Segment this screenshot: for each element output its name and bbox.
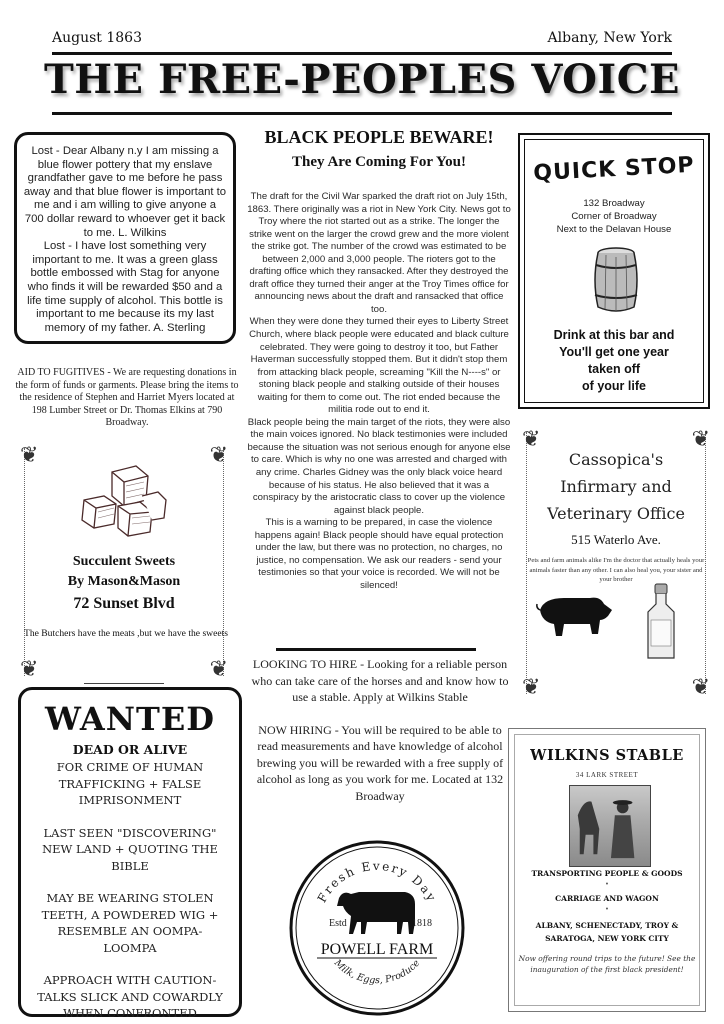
masthead-bottom-rule: [52, 112, 672, 115]
infirmary-address: 515 Waterlo Ave.: [571, 532, 661, 547]
main-article: [246, 127, 512, 593]
slogan-line: of your life: [582, 379, 646, 393]
horse-photo: [569, 785, 651, 867]
masthead-top-rule: [52, 52, 672, 55]
barrel-icon: [592, 245, 640, 315]
wanted-paragraph: FOR CRIME OF HUMAN TRAFFICKING + FALSE IMPRISONMENT: [56, 760, 204, 807]
article-paragraph: Black people being the main target of the riots, they were also the main voices ignored. No black testimonies were included because the situation was not serious enough for anyone else to care. Which is why no one was arrested and charged with any crime. Charles Gidney was the only black voice heard because of his status. He also believed that it was a conspiracy by the aristocratic class to cover up the violence against black people.: [247, 416, 511, 516]
flourish-icon: ❦: [691, 674, 710, 699]
divider: [84, 683, 164, 684]
article-body: [246, 191, 512, 593]
badge-estd-label: Estd: [329, 918, 347, 929]
badge-estd-year: 1818: [412, 918, 432, 929]
flourish-icon: ❦: [20, 656, 39, 681]
flourish-icon: ❦: [209, 442, 228, 467]
sweets-name-line2: By Mason&Mason: [67, 574, 181, 589]
flourish-icon: ❦: [20, 442, 39, 467]
classifieds: [248, 656, 512, 804]
article-subheadline: They Are Coming For You!: [292, 154, 466, 170]
quick-stop-ad: [518, 133, 710, 409]
slogan-line: Drink at this bar and: [553, 328, 675, 342]
newspaper-title: THE FREE-PEOPLES VOICE: [43, 56, 681, 103]
slogan-line: taken off: [587, 362, 641, 376]
title-line: Veterinary Office: [547, 504, 685, 523]
wilkins-stable-ad: [508, 728, 706, 1012]
lost-notice: Lost - I have lost something very important to me. It was a green glass bottle embossed with Stag for anyone who finds it will be rewarded $50 and a life time supply of alcohol. This bottle is important to me because its my last memory of my father. A. Sterling: [27, 240, 223, 334]
powell-farm-badge: [287, 838, 467, 1018]
flourish-icon: ❦: [522, 426, 541, 451]
stable-title: WILKINS STABLE: [530, 747, 684, 764]
flourish-icon: ❦: [691, 426, 710, 451]
wanted-title: WANTED: [45, 700, 215, 738]
quick-stop-title: QUICK STOP: [532, 152, 696, 187]
quick-stop-address: [520, 197, 708, 236]
issue-date: August 1863: [52, 30, 142, 46]
stable-street: 34 LARK STREET: [575, 771, 639, 779]
bullet-icon: •: [605, 906, 609, 913]
stable-destinations: ALBANY, SCHENECTADY, TROY & SARATOGA, NEW YORK CITY: [535, 921, 679, 943]
article-paragraph: When they were done they turned their eyes to Liberty Street Church, where black people were educated and black culture celebrated. They were going to destroy it too, but Father Haverman successfully stopped them. But it didn't stop them from attacking black people, screaming "Kill the N----s" or stoning black people and stalking outside of their houses waiting for them to come out. The riot ended because the militia rode out to end it.: [249, 316, 509, 416]
sweets-address: 72 Sunset Blvd: [73, 595, 175, 612]
address-line: 132 Broadway: [583, 198, 645, 209]
quick-stop-slogan: [520, 327, 708, 395]
bullet-icon: •: [605, 881, 609, 888]
article-paragraph: This is a warning to be prepared, in case the violence happens again! Black people should have equal protection under the law, but there was no protection, no charges, no justice, no compensation. We ask our readers - send your testimonies so that your voice is recorded. We will not be silenced!: [254, 517, 504, 591]
lost-notice: Lost - Dear Albany n.y I am missing a blue flower pottery that my enslave grandfather gave to me before he pass away and that blue flower is important to me and i am willing to give anyone a 700 dollar reward to whoever get it back to me. L. Wilkins: [23, 145, 227, 239]
infirmary-ad: [522, 426, 710, 699]
stable-service-line: CARRIAGE AND WAGON: [555, 894, 659, 903]
classified-ad: NOW HIRING - You will be required to be able to read measurements and have knowledge of alcohol brewing you will be rewarded with a free supply of alcohol as long as you work for me. Located at 132 Broadway: [256, 722, 504, 803]
flourish-icon: ❦: [209, 656, 228, 681]
stable-note: Now offering round trips to the future! See the inauguration of the first black president!: [518, 954, 696, 974]
address-line: Corner of Broadway: [571, 211, 657, 222]
address-line: Next to the Delavan House: [556, 224, 672, 235]
badge-farm-name: POWELL FARM: [320, 941, 434, 958]
issue-location: Albany, New York: [547, 30, 672, 46]
section-divider: [276, 648, 476, 651]
masthead-meta: [52, 30, 672, 50]
article-paragraph: The draft for the Civil War sparked the draft riot on July 15th, 1863. There originally was a riot in New York City. News got to Troy where the riot started out as a strike. The longer the strike went on the larger the crowd grew and the more violent the strike got. The number of the crowd was estimated to be between 2,000 and 3,000 people. The rioters got to the drafting office which they ransacked. After they destroyed the draft office they turned their anger at the Troy Times office for announcing news about the draft and ransacked that office too.: [247, 191, 511, 315]
wanted-paragraph: LAST SEEN "DISCOVERING" NEW LAND + QUOTING THE BIBLE: [42, 825, 218, 873]
article-headline: BLACK PEOPLE BEWARE!: [264, 127, 494, 147]
wanted-subtitle: DEAD OR ALIVE: [72, 742, 188, 757]
title-line: Cassopica's: [568, 450, 664, 469]
wanted-poster: [18, 687, 242, 1020]
sugar-cubes-icon: [74, 460, 174, 540]
slogan-line: You'll get one year: [559, 345, 669, 359]
aid-to-fugitives-notice: AID TO FUGITIVES - We are requesting donations in the form of funds or garments. Please bring the items to the residence of Stephen and Harriet Myers located at 198 Lumber Street or Dr. Thomas Elkins at 790 Broadway.: [15, 367, 239, 429]
sweets-name-line1: Succulent Sweets: [72, 554, 176, 569]
badge-arc-bottom: Milk, Eggs, Produce: [331, 957, 423, 987]
sweets-ad: [20, 442, 229, 681]
flourish-icon: ❦: [522, 674, 541, 699]
pig-icon: [534, 590, 614, 642]
classified-ad: LOOKING TO HIRE - Looking for a reliable person who can take care of the horses and and know how to use a stable. Apply at Wilkins Stable: [251, 657, 509, 704]
bottle-icon: [644, 582, 678, 662]
stable-service-line: TRANSPORTING PEOPLE & GOODS: [531, 869, 683, 878]
infirmary-description: Pets and farm animals alike I'm the doctor that actually heals your animals faster than any other. I can also heal you, your sister and your brother: [527, 557, 705, 583]
lost-notices-box: [14, 132, 236, 344]
title-line: Infirmary and: [560, 477, 672, 496]
wanted-paragraph: MAY BE WEARING STOLEN TEETH, A POWDERED WIG + RESEMBLE AN OOMPA-LOOMPA: [41, 891, 219, 955]
infirmary-title: [526, 446, 706, 527]
sweets-tagline: The Butchers have the meats ,but we have the sweets: [23, 628, 229, 639]
wanted-paragraph: APPROACH WITH CAUTION- TALKS SLICK AND COWARDLY WHEN CONFRONTED: [37, 973, 223, 1020]
badge-arc-top: Fresh Every Day: [314, 858, 440, 905]
